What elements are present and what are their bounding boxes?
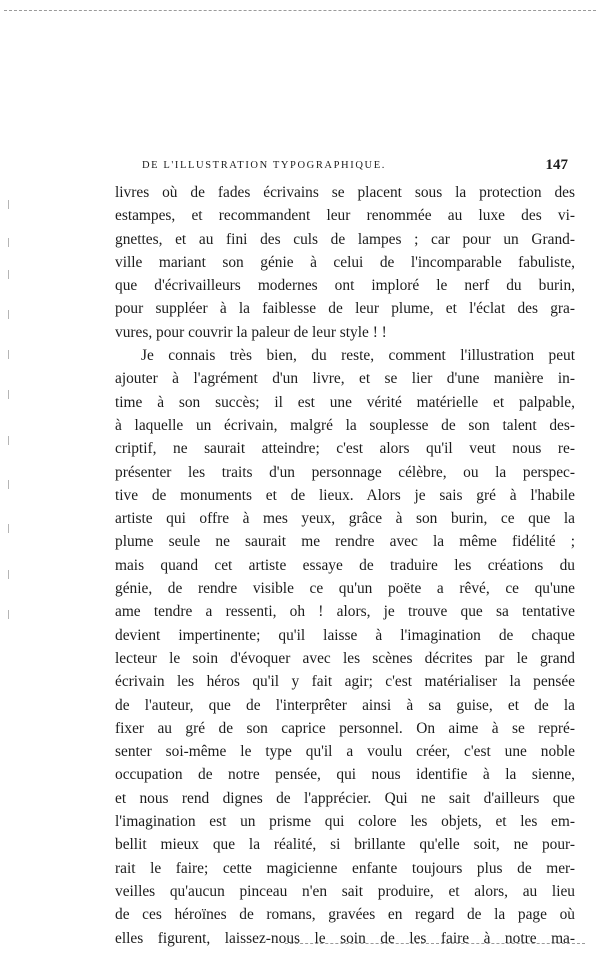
text-line: criptif, ne saurait atteindre; c'est alors qu'il veut nous re-: [115, 440, 575, 458]
text-line: artiste qui offre à mes yeux, grâce à son burin, ce que la: [115, 510, 575, 528]
text-line: génie, de rendre visible ce qu'un poëte a rêvé, ce qu'une: [115, 580, 575, 598]
text-line: de ces héroïnes de romans, gravées en regard de la page où: [115, 906, 575, 924]
text-line: Je connais très bien, du reste, comment l'illustration peut: [141, 347, 575, 365]
text-line: devient impertinente; qu'il laisse à l'imagination de chaque: [115, 626, 575, 644]
text-line: ville mariant son génie à celui de l'incomparable fabuliste,: [115, 253, 575, 271]
text-line: écrivain les héros qu'il y fait agir; c'est matérialiser la pensée: [115, 673, 575, 691]
text-line: tive de monuments et de lieux. Alors je sais gré à l'habile: [115, 486, 575, 504]
running-title: DE L'ILLUSTRATION TYPOGRAPHIQUE.: [142, 160, 386, 171]
scan-edge-top: [4, 10, 596, 11]
text-line: et nous rend dignes de l'apprécier. Qui ne sait d'ailleurs que: [115, 789, 575, 807]
text-line: gnettes, et au fini des culs de lampes ; car pour un Grand-: [115, 230, 575, 248]
running-head: [142, 157, 572, 175]
text-line: ame tendre a ressenti, oh ! alors, je trouve que sa tentative: [115, 603, 575, 621]
text-line: l'imagination est un prisme qui colore les objets, et les em-: [115, 813, 575, 831]
text-line: time à son succès; il est une vérité matérielle et palpable,: [115, 393, 575, 411]
paragraph-2: [115, 344, 575, 950]
text-line: plume seule ne saurait me rendre avec la même fidélité ;: [115, 533, 575, 551]
text-line: lecteur le soin d'évoquer avec les scènes décrites par le grand: [115, 649, 575, 667]
text-line: pour suppléer à la faiblesse de leur plume, et l'éclat des gra-: [115, 300, 575, 318]
text-line: à laquelle un écrivain, malgré la souplesse de son talent des-: [115, 416, 575, 434]
margin-marks: [8, 200, 12, 620]
text-line: livres où de fades écrivains se placent sous la protection des: [115, 184, 575, 201]
page-number: 147: [545, 157, 568, 173]
text-line: présenter les traits d'un personnage célèbre, ou la perspec-: [115, 463, 575, 481]
text-line: rait le faire; cette magicienne enfante toujours plus de mer-: [115, 859, 575, 877]
text-line: elles figurent, laissez-nous le soin de les faire à notre ma-: [115, 929, 575, 947]
text-line: senter soi-même le type qu'il a voulu créer, c'est une noble: [115, 743, 575, 761]
text-line: bellit mieux que la réalité, si brillante qu'elle soit, ne pour-: [115, 836, 575, 854]
text-line: veilles qu'aucun pinceau n'en sait produire, et alors, au lieu: [115, 882, 575, 900]
text-line: occupation de notre pensée, qui nous identifie à la sienne,: [115, 766, 575, 784]
text-line: fixer au gré de son caprice personnel. On aime à se repré-: [115, 719, 575, 737]
text-line: vures, pour couvrir la paleur de leur style ! !: [115, 323, 387, 341]
paragraph-1: [115, 181, 575, 344]
text-line: que d'écrivailleurs modernes ont imploré le nerf du burin,: [115, 277, 575, 295]
text-line: de l'auteur, que de l'interprêter ainsi à sa guise, et de la: [115, 696, 575, 714]
text-line: mais quand cet artiste essaye de traduire les créations du: [115, 556, 575, 574]
text-line: ajouter à l'agrément d'un livre, et se lier d'une manière in-: [115, 370, 575, 388]
text-line: estampes, et recommandent leur renommée au luxe des vi-: [115, 207, 575, 225]
body-text: [115, 181, 575, 950]
